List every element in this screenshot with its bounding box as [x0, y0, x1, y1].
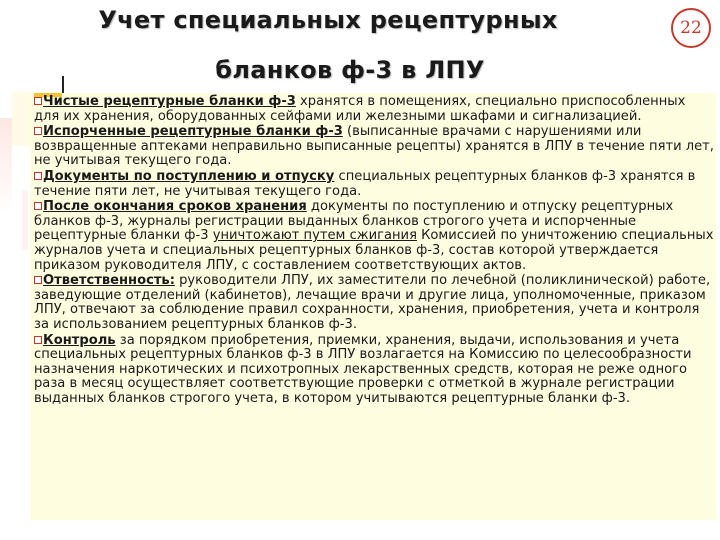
slide-number-badge [671, 8, 711, 48]
paragraph-lead: Чистые рецептурные бланки ф-3 [43, 94, 296, 109]
decorative-stripe [12, 92, 30, 146]
bullet-icon [34, 336, 42, 344]
bullet-icon [34, 202, 42, 210]
bullet-icon [34, 127, 42, 135]
paragraph-text: за порядком приобретения, приемки, хранения, выдачи, использования и учета специальных рецептурных бланков ф-3 в ЛПУ возлагается на Комиссию по целесообразности назначения наркотических и психотропных лекарственных средств, которая не реже одного раза в месяц осуществляет соответствующие проверки с отметкой в журнале регистрации выданных бланков строгого учета, в котором учитываются рецептурные бланки ф-3. [34, 332, 692, 406]
slide-title-line1: Учет специальных рецептурных [98, 6, 558, 34]
decorative-stripe [0, 118, 12, 214]
paragraph-control [34, 334, 714, 407]
decorative-stripe [22, 190, 28, 250]
paragraph-spoiled-blanks [34, 125, 714, 169]
paragraph-underlined-text: уничтожают путем сжигания [212, 228, 417, 244]
paragraph-text: Комиссией по уничтожению специальных журналов учета и специальных рецептурных бланков ф-3, состав которой утверждается приказом руководителя ЛПУ, с составлением соответствующих актов. [34, 228, 714, 273]
paragraph-documents [34, 170, 714, 199]
content-body [34, 95, 714, 407]
paragraph-lead: Документы по поступлению и отпуску [43, 168, 335, 184]
slide-number: 22 [680, 18, 702, 38]
paragraph-lead: После окончания сроков хранения [43, 199, 307, 215]
paragraph-lead: Испорченные рецептурные бланки ф-3 [43, 124, 343, 140]
paragraph-text: документы по поступлению и отпуску рецептурных бланков ф-3, журналы регистрации выданных бланков строгого учета и испорченные рецептурные бланки ф-3 [34, 199, 674, 244]
paragraph-text: хранятся в помещениях, специально приспособленных для их хранения, оборудованных сейфами или железными шкафами и сигнализацией. [34, 94, 686, 124]
paragraph-clean-blanks [34, 95, 714, 124]
paragraph-lead: Ответственность: [43, 273, 175, 289]
bullet-icon [34, 172, 42, 180]
paragraph-after-storage [34, 200, 714, 273]
bullet-icon [34, 276, 42, 284]
paragraph-responsibility [34, 274, 714, 332]
paragraph-lead: Контроль [43, 332, 116, 348]
paragraph-text: (выписанные врачами с нарушениями или возвращенные аптеками неправильно выписанные рецепты) хранятся в ЛПУ в течение пяти лет, не учитывая текущего года. [34, 124, 714, 169]
slide-title-line2: бланков ф-3 в ЛПУ [215, 56, 485, 84]
bullet-icon [34, 97, 42, 105]
paragraph-text: специальных рецептурных бланков ф-3 хранятся в течение пяти лет, не учитывая текущего года. [34, 168, 696, 199]
paragraph-text: руководители ЛПУ, их заместители по лечебной (поликлинической) работе, заведующие отделений (кабинетов), лечащие врачи и другие лица, уполномоченные, приказом ЛПУ, отвечают за соблюдение правил сохранности, хранения, приобретения, учета и контроля за использованием рецептурных бланков ф-3. [34, 273, 711, 332]
